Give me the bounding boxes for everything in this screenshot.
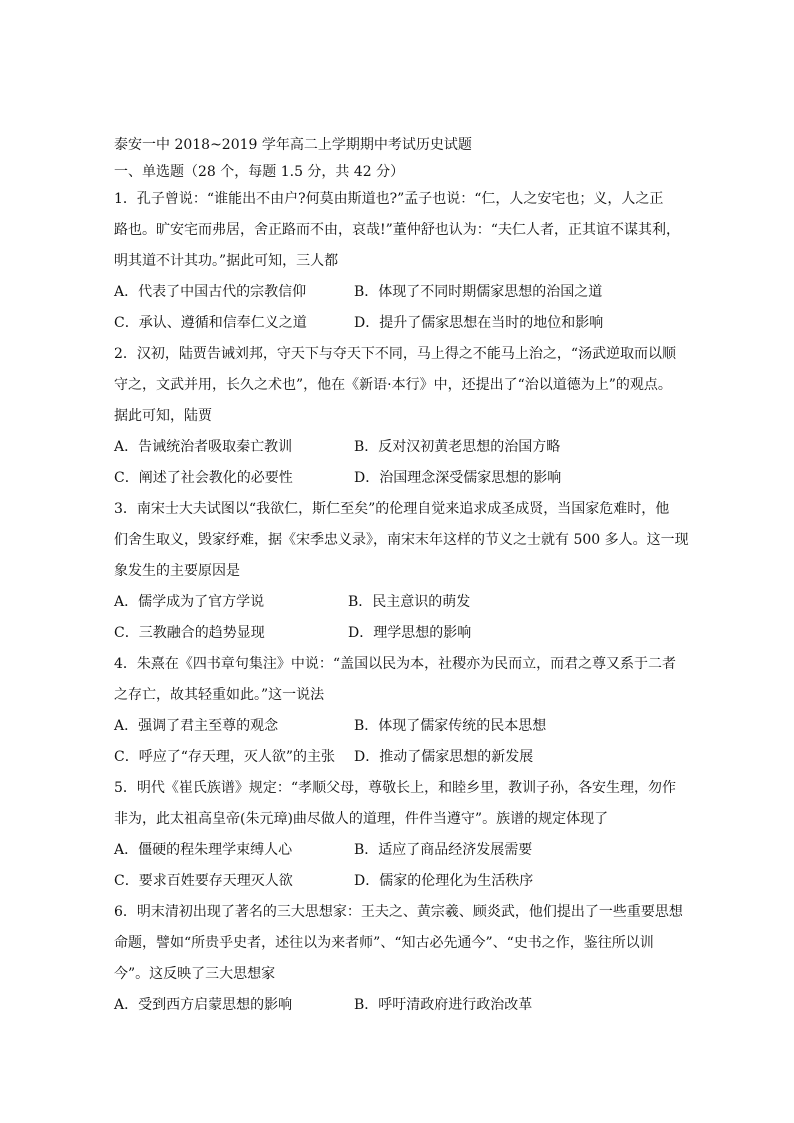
option-b: B．体现了不同时期儒家思想的治国之道	[354, 284, 603, 300]
option-c: C．阐述了社会教化的必要性	[114, 470, 293, 486]
option-a: A．强调了君主至尊的观念	[114, 718, 279, 734]
question-stem-line: 6．明末清初出现了著名的三大思想家：王夫之、黄宗羲、顾炎武，他们提出了一些重要思想	[114, 904, 683, 920]
question-stem-line: 今”。这反映了三大思想家	[114, 966, 276, 982]
option-d: D．理学思想的影响	[348, 625, 472, 641]
option-a: A．告诫统治者吸取秦亡教训	[114, 439, 293, 455]
question-stem-line: 象发生的主要原因是	[114, 563, 240, 579]
option-row	[114, 716, 680, 736]
question-5	[114, 778, 680, 891]
question-stem-line: 2．汉初，陆贾告诫刘邦，守天下与夺天下不同，马上得之不能马上治之，“汤武逆取而以顺	[114, 346, 677, 362]
question-stem	[114, 189, 680, 271]
option-row	[114, 282, 680, 302]
option-row	[114, 592, 680, 612]
option-b: B．呼吁清政府进行政治改革	[354, 997, 533, 1013]
option-c: C．呼应了“存天理，灭人欲”的主张	[114, 749, 336, 765]
option-a: A．僵硬的程朱理学束缚人心	[114, 842, 293, 858]
question-stem-line: 守之，文武并用，长久之术也”，他在《新语·本行》中，还提出了“治以道德为上”的观点。	[114, 377, 672, 393]
question-stem-line: 路也。旷安宅而弗居，舍正路而不由，哀哉!”董仲舒也认为：“夫仁人者，正其谊不谋其利，	[114, 222, 680, 238]
exam-title: 泰安一中 2018~2019 学年高二上学期期中考试历史试题	[114, 137, 472, 153]
question-stem-line: 明其道不计其功。”据此可知，三人都	[114, 253, 339, 269]
question-stem-line: 4．朱熹在《四书章句集注》中说：“盖国以民为本，社稷亦为民而立，而君之尊又系于二者	[114, 656, 677, 672]
option-c: C．承认、遵循和信奉仁义之道	[114, 315, 307, 331]
question-stem-line: 1．孔子曾说：“谁能出不由户?何莫由斯道也?”孟子也说：“仁，人之安宅也；义，人之正	[114, 191, 664, 207]
option-d: D．推动了儒家思想的新发展	[354, 749, 534, 765]
question-stem	[114, 499, 689, 581]
section-heading: 一、单选题（28 个，每题 1.5 分，共 42 分）	[114, 164, 405, 180]
question-stem-line: 据此可知，陆贾	[114, 408, 212, 424]
option-row	[114, 313, 680, 333]
option-d: D．提升了儒家思想在当时的地位和影响	[354, 315, 604, 331]
option-row	[114, 747, 680, 767]
question-stem-line: 命题，譬如“所贵乎史者，述往以为来者师”、“知古必先通今”、“史书之作，鉴往所以训	[114, 935, 654, 951]
option-a: A．代表了中国古代的宗教信仰	[114, 284, 307, 300]
option-c: C．三教融合的趋势显现	[114, 625, 265, 641]
exam-content	[114, 135, 689, 1026]
question-stem-line: 们舍生取义，毁家纾难，据《宋季忠义录》，南宋末年这样的节义之士就有 500 多人。这一现	[114, 532, 689, 548]
option-b: B．民主意识的萌发	[348, 594, 471, 610]
option-row	[114, 995, 680, 1015]
question-6	[114, 902, 683, 1015]
option-a: A．儒学成为了官方学说	[114, 594, 265, 610]
question-stem-line: 之存亡，故其轻重如此。”这一说法	[114, 687, 325, 703]
question-stem	[114, 344, 680, 426]
option-b: B．反对汉初黄老思想的治国方略	[354, 439, 561, 455]
option-b: B．体现了儒家传统的民本思想	[354, 718, 547, 734]
option-c: C．要求百姓要存天理灭人欲	[114, 873, 293, 889]
option-row	[114, 437, 680, 457]
question-stem	[114, 902, 683, 984]
option-row	[114, 871, 680, 891]
question-stem	[114, 778, 680, 829]
option-b: B．适应了商品经济发展需要	[354, 842, 533, 858]
question-stem-line: 5．明代《崔氏族谱》规定：“孝顺父母，尊敬长上，和睦乡里，教训子孙，各安生理，勿作	[114, 780, 677, 796]
question-1	[114, 189, 680, 333]
option-d: D．儒家的伦理化为生活秩序	[354, 873, 534, 889]
question-stem	[114, 654, 680, 705]
option-d: D．治国理念深受儒家思想的影响	[354, 470, 562, 486]
question-4	[114, 654, 680, 767]
option-a: A．受到西方启蒙思想的影响	[114, 997, 293, 1013]
question-stem-line: 3．南宋士大夫试图以“我欲仁，斯仁至矣”的伦理自觉来追求成圣成贤，当国家危难时，他	[114, 501, 670, 517]
option-row	[114, 623, 680, 643]
option-row	[114, 840, 680, 860]
option-row	[114, 468, 680, 488]
question-stem-line: 非为，此太祖高皇帝(朱元璋)曲尽做人的道理，件件当遵守”。族谱的规定体现了	[114, 811, 609, 827]
question-2	[114, 344, 680, 488]
question-3	[114, 499, 689, 643]
question-list	[114, 189, 689, 1015]
